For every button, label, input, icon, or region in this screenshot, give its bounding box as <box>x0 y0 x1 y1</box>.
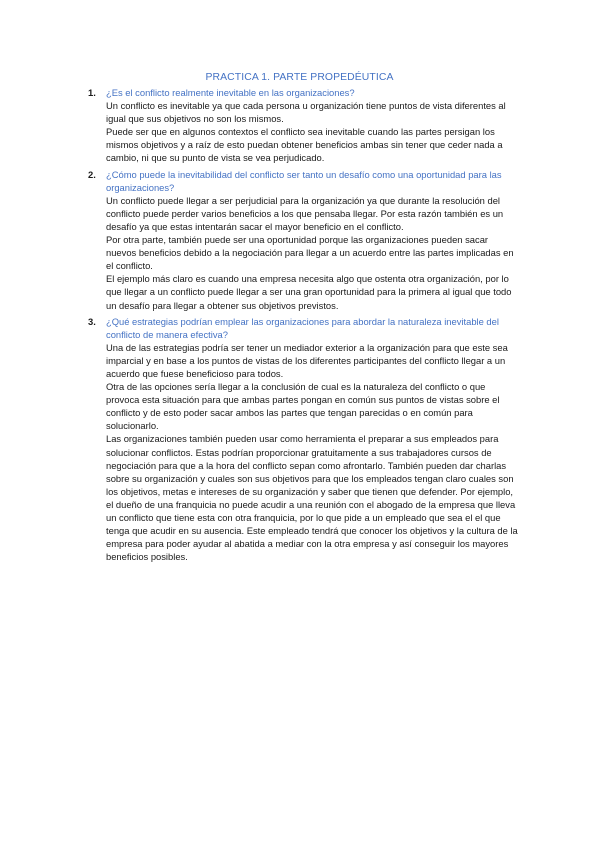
question-heading: ¿Qué estrategias podrían emplear las organizaciones para abordar la naturaleza inevitable del conflicto de manera efectiva? <box>106 315 499 340</box>
question-number: 1. <box>88 87 96 98</box>
document-title: PRACTICA 1. PARTE PROPEDÉUTICA <box>205 72 394 83</box>
question-item-1 <box>88 86 520 165</box>
answer-paragraph: Otra de las opciones sería llegar a la conclusión de cual es la naturaleza del conflicto o que provoca esta situación para que ambas partes pongan en común sus puntos de vistas sobre el conflicto y de esto poder sacar ambos las partes que tengan parecidas o en común para solucionarlo. <box>106 381 500 432</box>
question-heading: ¿Es el conflicto realmente inevitable en las organizaciones? <box>106 87 355 98</box>
question-item-3 <box>88 315 520 564</box>
question-heading: ¿Cómo puede la inevitabilidad del conflicto ser tanto un desafío como una oportunidad para las organizaciones? <box>106 168 502 193</box>
answer-paragraph: El ejemplo más claro es cuando una empresa necesita algo que ostenta otra organización, por lo que llegar a un conflicto puede llegar a ser una gran oportunidad para la primera al igual que todo un desafío para llegar a obtener sus objetivos previstos. <box>106 273 512 311</box>
question-number: 3. <box>88 315 96 327</box>
question-item-2 <box>88 168 520 312</box>
question-number: 2. <box>88 168 96 180</box>
answer-paragraph: Un conflicto puede llegar a ser perjudicial para la organización ya que durante la resolución del conflicto puede perder varios beneficios a los que pensaba llegar. Por esta razón también es un desafío ya que estas intentarán sacar el mayor beneficio en el conflicto. <box>106 194 504 232</box>
answer-paragraph: Puede ser que en algunos contextos el conflicto sea inevitable cuando las partes persigan los mismos objetivos y a raíz de esto puedan obtener beneficios ambas sin tener que ceder nada a cambio, ni que su punto de vista se vea perjudicado. <box>106 126 503 164</box>
answer-block <box>106 341 520 564</box>
answer-block <box>106 194 520 312</box>
answer-paragraph: Un conflicto es inevitable ya que cada persona u organización tiene puntos de vista diferentes al igual que sus objetivos no son los mismos. <box>106 100 506 125</box>
answer-paragraph: Las organizaciones también pueden usar como herramienta el preparar a sus empleados para solucionar conflictos. Estas podrían proporcionar gratuitamente a sus trabajadores cursos de negociación para que a la hora del conflicto sepan como afrontarlo. También pueden dar charlas sobre su organización y cuales son sus objetivos para que los empleados tengan claro cuales son los objetivos, metas e intereses de su organización y saber que tienen que defender. Por ejemplo, el dueño de una franquicia no puede acudir a una reunión con el abogado de la empresa que lleva un conflicto que tiene esta con otra franquicia, por lo que pide a un empleado que sea el el que tenga que acudir en su ausencia. Este empleado tendrá que conocer los objetivos y la cultura de la empresa para poder ayudar al abatida a mediar con la otra empresa y así conseguir los mayores beneficios posibles. <box>106 433 518 563</box>
answer-block <box>106 99 520 164</box>
answer-paragraph: Una de las estrategias podría ser tener un mediador exterior a la organización para que este sea imparcial y en base a los puntos de vistas de los diferentes participantes del conflicto llegar a un acuerdo que fuese beneficioso para todos. <box>106 341 508 379</box>
question-list <box>88 86 520 566</box>
answer-paragraph: Por otra parte, también puede ser una oportunidad porque las organizaciones pueden sacar nuevos beneficios debido a la negociación para llegar a un acuerdo entre las partes implicadas en el conflicto. <box>106 234 514 272</box>
